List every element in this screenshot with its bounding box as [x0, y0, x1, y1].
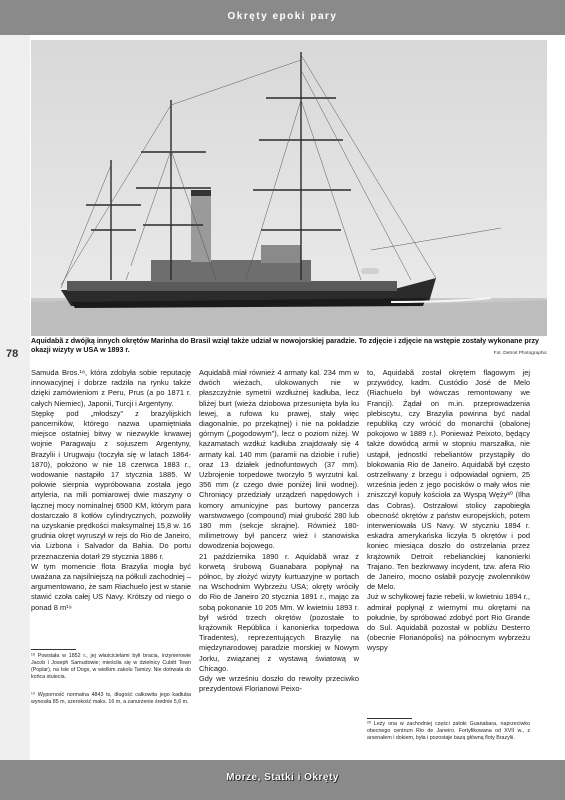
footnote-20: ²⁰ Leży ona w zachodniej części zatoki Guanabara, naprzeciwko obecnego centrum Rio de Janeiro. Fortyfikowana od XVII w., z arsenałem i dokiem, była i pozostaje bazą główną floty Brazylii.: [367, 721, 530, 742]
photo-credit: Fot. Detroit Photographic: [493, 351, 547, 356]
footnote-rule-right: [367, 718, 412, 719]
text-column-1: Samuda Bros.¹⁸, która zdobyła sobie reputację innowacyjnej i dobrze radziła na rynku także dzięki zamówieniom z Peru, Prus (a po 1871 r. całych Niemiec), Japonii, Turcji i Argentyny. Stępkę pod „młodszy” z brazylijskich pancerników, którego nazwa upamiętniała miejsce ostatniej bitwy w niezwykle krwawej wojnie Paragwaju z sojuszem Argentyny, Brazylii i Urugwaju (toczyła się w latach 1864-1870), położono w nie 18 czerwca 1883 r., wodowanie nastąpiło 17 stycznia 1885. W połowie sierpnia wypróbowana została jego artyleria, na mili pomiarowej dwie maszyny o łącznej mocy nominalnej 6500 KM, którym para dostarczało 8 kotłów cylindrycznych, pozwoliły na uzyskanie prędkości maksymalnej 15,8 w. 16 grudnia okręt wyruszył w rejs do Rio de Janeiro, via Lizbona i Salvador da Bahia. Do portu przeznaczenia dotarł 29 stycznia 1886 r. W tym momencie flota Brazylia mogła być uważana za najsilniejszą na półkuli zachodniej – argumentowano, że sam Riachuelo jest w stanie stawić czoła całej US Navy. Krótszy od niego o ponad 8 m¹⁹: [31, 368, 191, 612]
ship-photograph: [31, 40, 547, 336]
page-number: 78: [6, 348, 19, 360]
text-column-3: to, Aquidabã został okrętem flagowym jej przywódcy, kadm. Custódio José de Melo (Riachuelo był wówczas remontowany we Francji). Żądał on m.in. przeprowadzenia plebiscytu, czy Brazylia powinna być nadal republiką czy wrócić do monarchii (obalonej pokojowo w 1889 r.). Ponieważ Peixoto, będący także dowódcą armii w stopniu marszałka, nie ustąpił, jednostki rebeliantów przystąpiły do blokowania Rio de Janeiro. Aquidabã był często ostrzeliwany z brzegu i odpowiadał ogniem, 25 września jeden z jego pocisków o mały włos nie zniszczył kopuły kościoła za Wyspą Węży²⁰ (Ilha das Cobras). Ostrzałowi stolicy zapobiegła obecność okrętów z państw europejskich, potem interweniowała US Navy. W styczniu 1894 r. eskadra amerykańska liczyła 5 okrętów i pod koniec miesiąca doszło do ostrzelania przez krążownik Detroit rebelianckiej kanonierki Trajano. Ten bezkrwawy incydent, tzw. afera Rio de Janeiro, mocno osłabił pozycję zwolenników de Melo. Już w schyłkowej fazie rebelii, w kwietniu 1894 r., admirał popłynął z wiernymi mu okrętami na południe, by spróbować zdobyć port Rio Grande do Sul. Aquidabã pozostał w pobliżu Desterro (obecnie Florianópolis) na północnym wybrzeżu wyspy: [367, 368, 530, 653]
footnote-rule-left: [31, 649, 76, 650]
text-column-2: Aquidabã miał również 4 armaty kal. 234 mm w dwóch wieżach, ulokowanych nie w płaszczyźnie symetrii wzdłużnej kadłuba, lecz bliżej burt (wieża dziobowa przesunięta była ku lewej, a rufowa ku prawej, stały więc diagonalnie, po przekątnej) i nie na pokładzie górnym („pogodowym”), lecz o poziom niżej. W kazamatach wzdłuż kadłuba znajdowały się 4 armaty kal. 140 mm (paramii na dziobie i rufie) oraz 13 działek jednofuntowych (37 mm). Uzbrojenie torpedowe tworzyło 5 wyrzutni kal. 356 mm (z czego dwie poniżej linii wodnej). Chroniący przedziały urządzeń napędowych i komory amunicyjne pas burtowy pancerza warstwowego (compound) miał grubość 280 lub 180 mm (sekcje skrajne). Również 180-milimetrowy był pancerz wież i stanowiska dowodzenia bojowego. 21 października 1890 r. Aquidabã wraz z korwetą śrubową Guanabara popłynął na północ, by złożyć wizyty kurtuazyjne w portach na Wschodnim Wybrzeżu USA; okręty wróciły do Rio de Janeiro 20 stycznia 1891 r., mając za sobą pokonanie 10 205 Mm. W kwietniu 1893 r. był wśród trzech okrętów (pozostałe to krążownik República i kanonierka torpedowa Tiradentes), reprezentujących Brazylię na międzynarodowej paradzie morskiej w Nowym Jorku, związanej z wystawą światową w Chicago. Gdy we wrześniu doszło do rewolty przeciwko prezydentowi Florianowi Peixo-: [199, 368, 359, 694]
footnote-19: ¹⁹ Wyporność normalna 4843 ts, długość całkowita jego kadłuba wynosiła 85 m, szerokość maks. 16 m, a zanurzenie średnie 5,6 m.: [31, 692, 191, 706]
footer-magazine-title: Morze, Statki i Okręty: [226, 772, 339, 783]
running-header-title: Okręty epoki pary: [227, 11, 338, 22]
footnote-18: ¹⁸ Powstała w 1852 r., jej właścicielami byli bracia, inżynierowie Jacob i Joseph Samudowie; mieściła się w dzielnicy Cubitt Town (Poplar), na Isle of Dogs, w wielkim zakolu Tamizy. Nie dotrwała do końca stulecia.: [31, 653, 191, 681]
photo-caption: Aquidabã z dwójką innych okrętów Marinha do Brasil wziął także udział w nowojorskiej paradzie. To zdjęcie i zdjęcie na wstępie zostały wykonane przy okazji wizyty w USA w 1893 r.: [31, 337, 539, 354]
margin-strip: [0, 35, 30, 800]
